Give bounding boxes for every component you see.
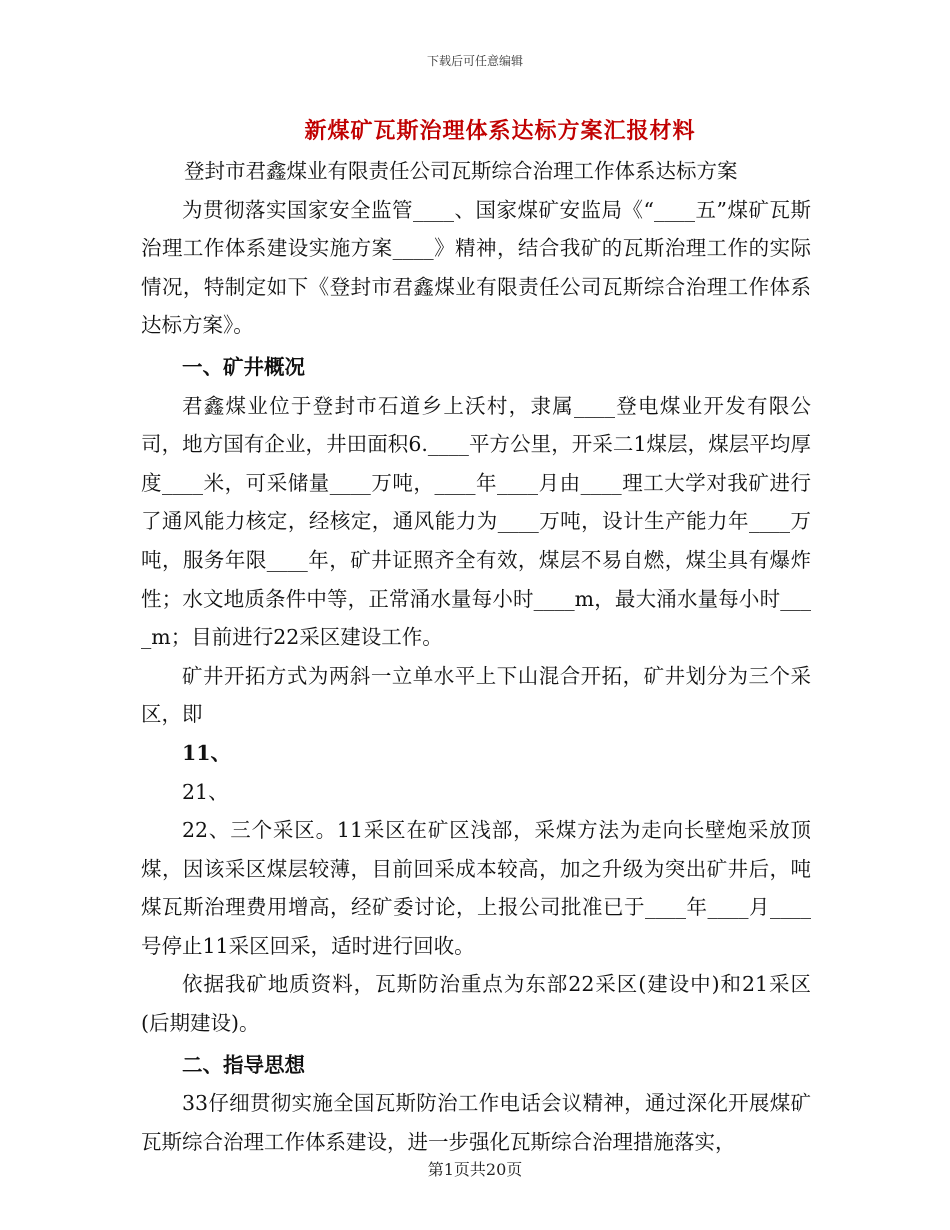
gas-control-focus-paragraph: 依据我矿地质资料，瓦斯防治重点为东部22采区(建设中)和21采区(后期建设)。 (141, 972, 811, 1036)
intro-paragraph: 为贯彻落实国家安全监管____、国家煤矿安监局《“____五”煤矿瓦斯治理工作体系建设实施方案____》精神，结合我矿的瓦斯治理工作的实际情况，特制定如下《登封市君鑫煤业有限责任公司瓦斯综合治理工作体系达标方案》。 (141, 197, 811, 338)
guiding-ideology-paragraph: 33仔细贯彻实施全国瓦斯防治工作电话会议精神，通过深化开展煤矿瓦斯综合治理工作体系建设，进一步强化瓦斯综合治理措施落实， (141, 1091, 811, 1154)
mining-area-item-21: 21、 (182, 779, 229, 804)
document-title: 新煤矿瓦斯治理体系达标方案汇报材料 (304, 118, 696, 144)
document-subtitle: 登封市君鑫煤业有限责任公司瓦斯综合治理工作体系达标方案 (184, 159, 738, 183)
page-number-indicator: 第1页共20页 (427, 1160, 523, 1179)
document-body (141, 152, 811, 1161)
mining-areas-paragraph: 22、三个采区。11采区在矿区浅部，采煤方法为走向长壁炮采放顶煤，因该采区煤层较薄，目前回采成本较高，加之升级为突出矿井后，吨煤瓦斯治理费用增高，经矿委讨论，上报公司批准已于____年____月____号停止11采区回采，适时进行回收。 (141, 818, 811, 958)
page-header-note: 下载后可任意编辑 (426, 54, 523, 68)
mining-area-item-11: 11、 (182, 740, 232, 765)
section-heading-guiding-ideology: 二、指导思想 (182, 1052, 305, 1077)
development-method-paragraph: 矿井开拓方式为两斜一立单水平上下山混合开拓，矿井划分为三个采区，即 (141, 663, 811, 727)
section-heading-mine-overview: 一、矿井概况 (182, 354, 305, 379)
mine-overview-paragraph: 君鑫煤业位于登封市石道乡上沃村，隶属____登电煤业开发有限公司，地方国有企业，井田面积6.____平方公里，开采二1煤层，煤层平均厚度____米，可采储量____万吨，____年____月由____理工大学对我矿进行了通风能力核定，经核定，通风能力为____万吨，设计生产能力年____万吨，服务年限____年，矿井证照齐全有效，煤层不易自燃，煤尘具有爆炸性；水文地质条件中等，正常涌水量每小时____m，最大涌水量每小时____m；目前进行22采区建设工作。 (141, 393, 811, 650)
